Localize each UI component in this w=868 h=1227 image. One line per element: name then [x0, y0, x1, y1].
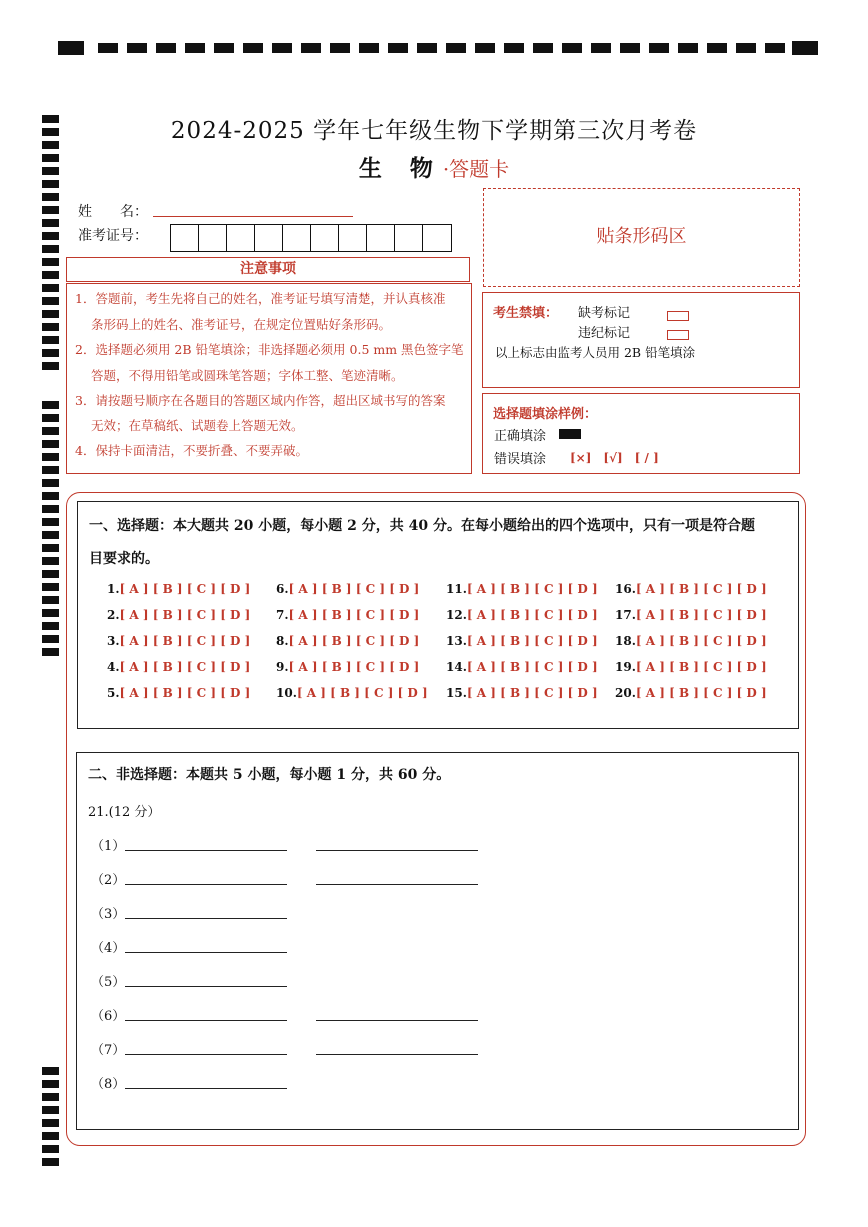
notice-line: 4．保持卡面清洁，不要折叠、不要弄破。	[75, 443, 308, 458]
wrong-fill-marks: [×] [√] [ / ]	[570, 451, 659, 465]
timing-mark	[42, 440, 59, 448]
notice-line: 无效；在草稿纸、试题卷上答题无效。	[91, 418, 304, 433]
timing-mark	[42, 531, 59, 539]
question-number: 7.	[276, 608, 289, 622]
question-number: 11.	[446, 582, 467, 596]
question-number: 10.	[276, 686, 297, 700]
choice-question[interactable]	[107, 582, 250, 596]
notice-line: 答题，不得用铅笔或圆珠笔答题；字体工整、笔迹清晰。	[91, 368, 404, 383]
examiner-only-box	[482, 292, 800, 388]
timing-mark	[42, 570, 59, 578]
question-21-label: 21.(12 分）	[88, 805, 161, 820]
timing-mark	[42, 232, 59, 240]
answer-line[interactable]	[316, 850, 478, 851]
choice-question[interactable]	[276, 582, 419, 596]
question-number: 3.	[107, 634, 120, 648]
answer-options[interactable]: [ A ] [ B ] [ C ] [ D ]	[466, 660, 598, 674]
answer-line[interactable]	[125, 850, 287, 851]
non-choice-heading: 二、非选择题：本题共 5 小题，每小题 1 分，共 60 分。	[88, 767, 451, 783]
page-title: 2024-2025 学年七年级生物下学期第三次月考卷	[170, 118, 698, 144]
answer-options[interactable]: [ A ] [ B ] [ C ] [ D ]	[466, 634, 598, 648]
question-number: 1.	[107, 582, 120, 596]
wrong-fill-label: 错误填涂	[494, 452, 547, 467]
answer-options[interactable]: [ A ] [ B ] [ C ] [ D ]	[288, 660, 420, 674]
question-number: 20.	[615, 686, 636, 700]
answer-options[interactable]: [ A ] [ B ] [ C ] [ D ]	[119, 634, 251, 648]
name-field[interactable]	[153, 216, 353, 217]
question-number: 6.	[276, 582, 289, 596]
timing-mark	[42, 609, 59, 617]
choice-question[interactable]	[446, 582, 598, 596]
timing-mark	[42, 1145, 59, 1153]
question-number: 18.	[615, 634, 636, 648]
forbidden-label: 考生禁填：	[493, 306, 559, 321]
correct-fill-mark	[559, 429, 581, 439]
answer-options[interactable]: [ A ] [ B ] [ C ] [ D ]	[635, 582, 767, 596]
answer-options[interactable]: [ A ] [ B ] [ C ] [ D ]	[466, 686, 598, 700]
question-number: 2.	[107, 608, 120, 622]
violation-mark-box[interactable]	[667, 324, 689, 343]
timing-mark	[42, 1093, 59, 1101]
timing-mark	[42, 323, 59, 331]
answer-part-label: （3）	[91, 907, 126, 922]
answer-options[interactable]: [ A ] [ B ] [ C ] [ D ]	[119, 608, 251, 622]
timing-mark	[42, 1106, 59, 1114]
choice-question[interactable]	[615, 608, 767, 622]
timing-mark	[42, 336, 59, 344]
notice-box	[66, 283, 472, 474]
answer-line[interactable]	[125, 1054, 287, 1055]
choice-question[interactable]	[446, 660, 598, 674]
choice-question[interactable]	[276, 686, 428, 700]
answer-line[interactable]	[125, 1088, 287, 1089]
barcode-area: 贴条形码区	[483, 188, 800, 287]
choice-question[interactable]	[107, 634, 250, 648]
timing-mark	[42, 1067, 59, 1075]
choice-heading-line2: 目要求的。	[89, 551, 159, 567]
question-number: 4.	[107, 660, 120, 674]
question-number: 14.	[446, 660, 467, 674]
answer-options[interactable]: [ A ] [ B ] [ C ] [ D ]	[296, 686, 428, 700]
question-number: 12.	[446, 608, 467, 622]
answer-part-label: （8）	[91, 1077, 126, 1092]
timing-mark	[42, 284, 59, 292]
notice-heading: 注意事项	[66, 257, 470, 282]
absent-mark-box[interactable]	[667, 305, 689, 324]
choice-question[interactable]	[107, 660, 250, 674]
timing-mark	[42, 219, 59, 227]
timing-mark	[42, 596, 59, 604]
timing-mark	[42, 557, 59, 565]
choice-heading-line1: 一、选择题：本大题共 20 小题，每小题 2 分，共 40 分。在每小题给出的四个选项中，只有一项是符合题	[89, 518, 755, 534]
timing-mark	[42, 544, 59, 552]
answer-options[interactable]: [ A ] [ B ] [ C ] [ D ]	[288, 634, 420, 648]
question-number: 8.	[276, 634, 289, 648]
timing-mark	[42, 518, 59, 526]
answer-line[interactable]	[125, 884, 287, 885]
timing-mark	[42, 505, 59, 513]
choice-question[interactable]	[276, 608, 419, 622]
answer-line[interactable]	[125, 918, 287, 919]
question-number: 16.	[615, 582, 636, 596]
answer-card-label: ·答题卡	[442, 157, 510, 181]
answer-options[interactable]: [ A ] [ B ] [ C ] [ D ]	[635, 660, 767, 674]
timing-mark	[42, 635, 59, 643]
timing-mark	[42, 310, 59, 318]
non-choice-section	[76, 752, 799, 1130]
answer-line[interactable]	[316, 1020, 478, 1021]
choice-question[interactable]	[615, 634, 767, 648]
question-number: 17.	[615, 608, 636, 622]
subtitle	[0, 150, 868, 183]
timing-mark	[42, 271, 59, 279]
answer-line[interactable]	[316, 884, 478, 885]
notice-line: 3．请按题号顺序在各题目的答题区域内作答，超出区域书写的答案	[75, 393, 446, 408]
timing-mark	[42, 1080, 59, 1088]
timing-mark	[42, 245, 59, 253]
absent-mark-label: 缺考标记	[578, 306, 631, 321]
timing-mark	[42, 1119, 59, 1127]
choice-question[interactable]	[107, 686, 250, 700]
timing-mark	[42, 466, 59, 474]
exam-id-boxes[interactable]	[170, 224, 452, 252]
timing-mark	[42, 1132, 59, 1140]
timing-mark	[42, 1158, 59, 1166]
answer-line[interactable]	[125, 1020, 287, 1021]
answer-part-label: （1）	[91, 839, 126, 854]
choice-question[interactable]	[615, 686, 767, 700]
violation-mark-label: 违纪标记	[578, 326, 631, 341]
timing-mark	[42, 492, 59, 500]
fill-sample-box	[482, 393, 800, 474]
exam-id-label: 准考证号：	[78, 228, 148, 244]
answer-line[interactable]	[125, 952, 287, 953]
timing-mark	[42, 453, 59, 461]
answer-part-label: （2）	[91, 873, 126, 888]
answer-options[interactable]: [ A ] [ B ] [ C ] [ D ]	[466, 608, 598, 622]
answer-options[interactable]: [ A ] [ B ] [ C ] [ D ]	[635, 686, 767, 700]
notice-line: 1．答题前，考生先将自己的姓名，准考证号填写清楚，并认真核准	[75, 291, 446, 306]
timing-mark	[42, 258, 59, 266]
answer-options[interactable]: [ A ] [ B ] [ C ] [ D ]	[288, 582, 420, 596]
answer-part-label: （7）	[91, 1043, 126, 1058]
choice-question[interactable]	[446, 686, 598, 700]
timing-mark	[42, 648, 59, 656]
timing-mark	[42, 401, 59, 409]
timing-mark	[42, 297, 59, 305]
timing-mark	[42, 479, 59, 487]
choice-question[interactable]	[446, 634, 598, 648]
choice-question[interactable]	[446, 608, 598, 622]
top-timing-marks	[58, 41, 818, 55]
answer-line[interactable]	[316, 1054, 478, 1055]
choice-question[interactable]	[615, 582, 767, 596]
correct-fill-label: 正确填涂	[494, 429, 547, 444]
answer-part-label: （4）	[91, 941, 126, 956]
choice-question[interactable]	[276, 660, 419, 674]
answer-options[interactable]: [ A ] [ B ] [ C ] [ D ]	[635, 634, 767, 648]
choice-question[interactable]	[615, 660, 767, 674]
answer-options[interactable]: [ A ] [ B ] [ C ] [ D ]	[466, 582, 598, 596]
answer-line[interactable]	[125, 986, 287, 987]
name-label: 姓 名：	[78, 204, 148, 220]
question-number: 5.	[107, 686, 120, 700]
question-number: 15.	[446, 686, 467, 700]
subject-name: 生 物	[358, 155, 443, 182]
answer-options[interactable]: [ A ] [ B ] [ C ] [ D ]	[119, 660, 251, 674]
choice-section	[77, 501, 799, 729]
answer-options[interactable]: [ A ] [ B ] [ C ] [ D ]	[288, 608, 420, 622]
choice-question[interactable]	[107, 608, 250, 622]
timing-mark	[42, 362, 59, 370]
notice-line: 2．选择题必须用 2B 铅笔填涂；非选择题必须用 0.5 mm 黑色签字笔	[75, 342, 464, 357]
timing-mark	[42, 206, 59, 214]
question-number: 13.	[446, 634, 467, 648]
notice-line: 条形码上的姓名、准考证号，在规定位置贴好条形码。	[91, 317, 392, 332]
timing-mark	[42, 427, 59, 435]
question-number: 9.	[276, 660, 289, 674]
timing-mark	[42, 193, 59, 201]
question-number: 19.	[615, 660, 636, 674]
choice-question[interactable]	[276, 634, 419, 648]
timing-mark	[42, 583, 59, 591]
answer-part-label: （5）	[91, 975, 126, 990]
timing-mark	[42, 349, 59, 357]
forbidden-note: 以上标志由监考人员用 2B 铅笔填涂	[495, 345, 696, 360]
answer-options[interactable]: [ A ] [ B ] [ C ] [ D ]	[635, 608, 767, 622]
timing-mark	[42, 414, 59, 422]
fill-sample-label: 选择题填涂样例：	[493, 407, 598, 422]
answer-part-label: （6）	[91, 1009, 126, 1024]
timing-mark	[42, 622, 59, 630]
answer-options[interactable]: [ A ] [ B ] [ C ] [ D ]	[119, 582, 251, 596]
answer-options[interactable]: [ A ] [ B ] [ C ] [ D ]	[119, 686, 251, 700]
